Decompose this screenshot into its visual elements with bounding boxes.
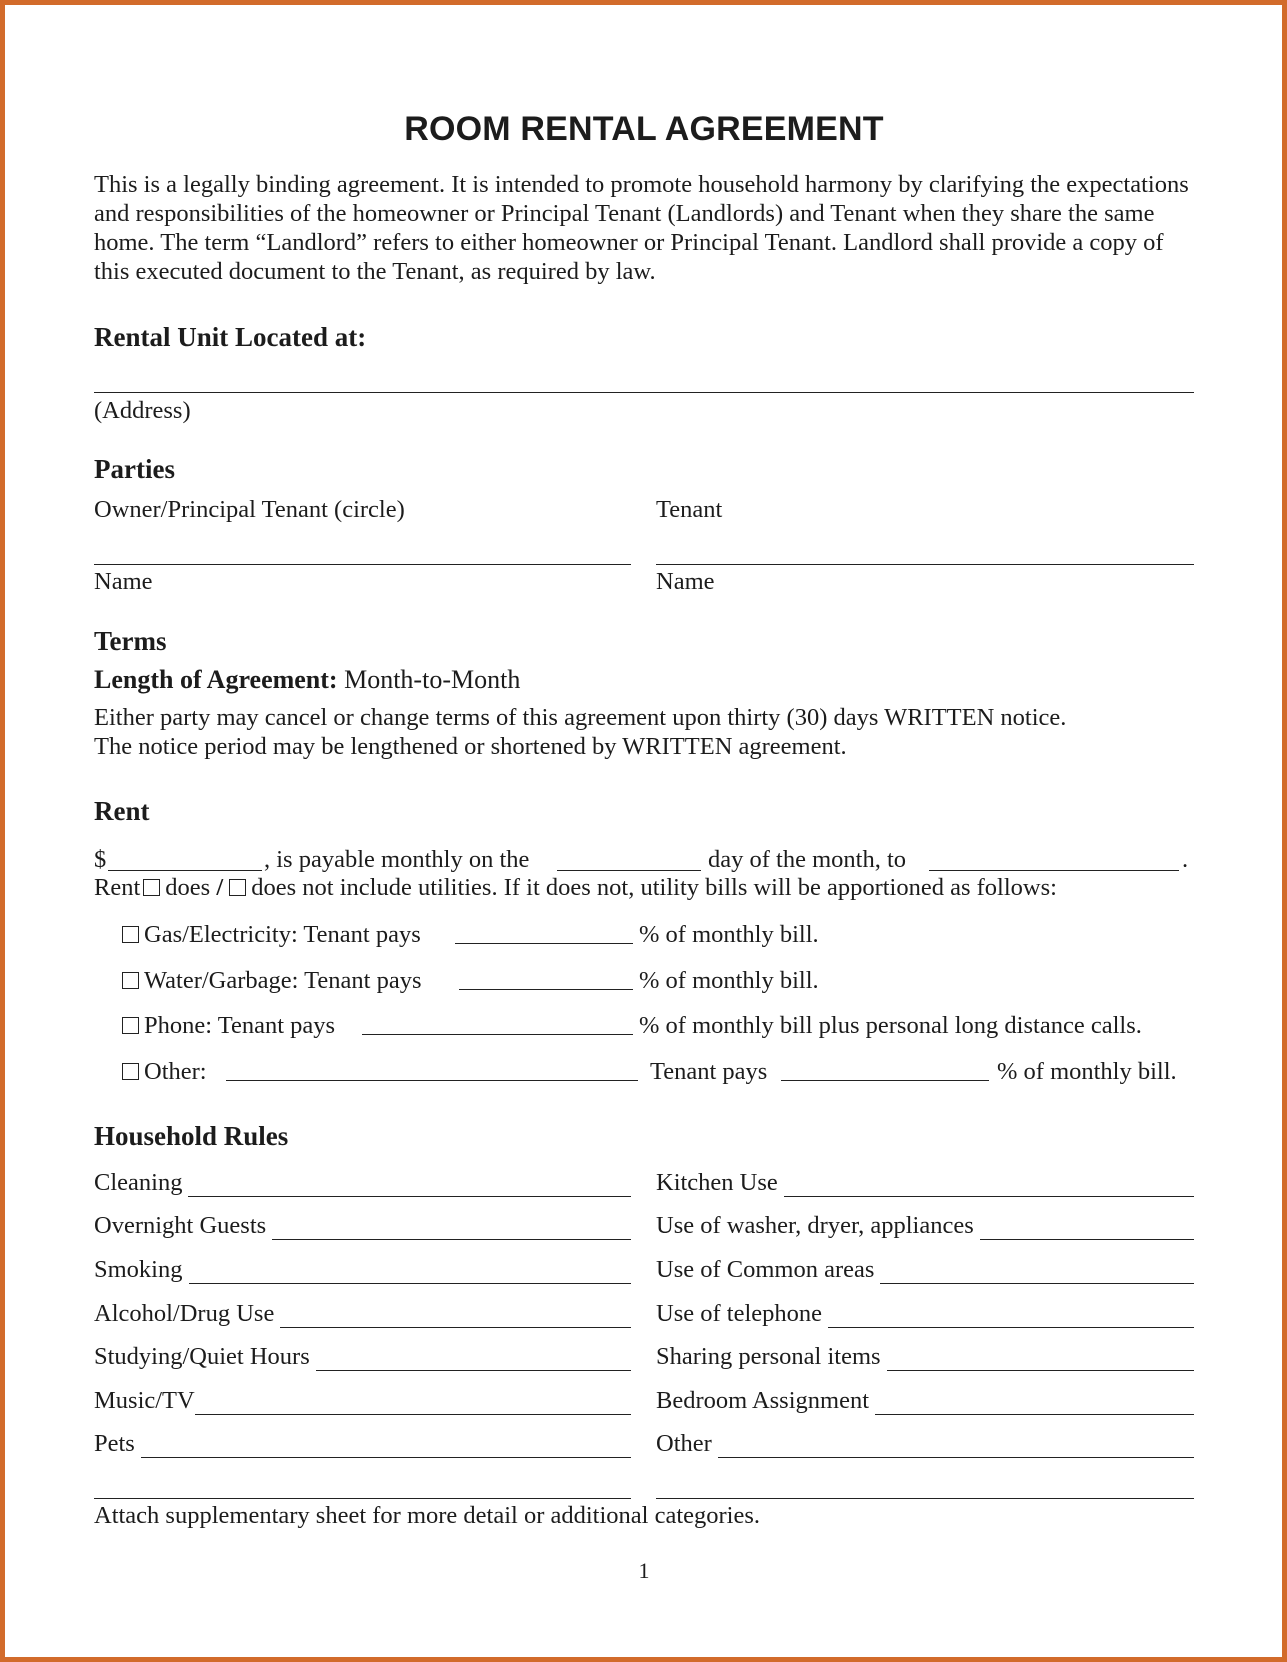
rule-line[interactable] bbox=[656, 1457, 1194, 1458]
rule-line[interactable] bbox=[94, 1457, 631, 1458]
rule-label: Use of Common areas bbox=[656, 1256, 880, 1284]
dollar-sign: $ bbox=[94, 846, 107, 873]
rule-label: Music/TV bbox=[94, 1387, 195, 1414]
phone-suffix: % of monthly bill plus personal long distance calls. bbox=[639, 1012, 1142, 1039]
rule-label: Use of washer, dryer, appliances bbox=[656, 1212, 980, 1240]
other-suffix: % of monthly bill. bbox=[997, 1058, 1177, 1085]
extra-rule-line-right[interactable] bbox=[656, 1498, 1194, 1499]
rental-unit-heading: Rental Unit Located at: bbox=[94, 322, 367, 352]
rule-common-areas[interactable] bbox=[656, 1256, 1194, 1290]
phone-checkbox[interactable] bbox=[122, 1017, 139, 1034]
rule-label: Smoking bbox=[94, 1256, 189, 1284]
gas-percent-line[interactable] bbox=[455, 943, 633, 944]
rent-includes-checkbox[interactable] bbox=[143, 879, 160, 896]
utility-gas bbox=[122, 921, 421, 949]
owner-name-caption: Name bbox=[94, 568, 153, 595]
slash: / bbox=[216, 874, 224, 901]
rent-period: . bbox=[1182, 846, 1189, 873]
rule-overnight-guests[interactable] bbox=[94, 1212, 631, 1246]
notice-line-2: The notice period may be lengthened or shortened by WRITTEN agreement. bbox=[94, 733, 847, 760]
utility-label: Water/Garbage: Tenant pays bbox=[144, 967, 422, 994]
utilities-include-line bbox=[94, 874, 1057, 902]
rule-label: Overnight Guests bbox=[94, 1212, 272, 1240]
rule-bedroom[interactable] bbox=[656, 1387, 1194, 1421]
parties-heading: Parties bbox=[94, 454, 175, 484]
water-checkbox[interactable] bbox=[122, 972, 139, 989]
notice-line-1: Either party may cancel or change terms of this agreement upon thirty (30) days WRITTEN notice. bbox=[94, 704, 1067, 731]
rule-label: Other bbox=[656, 1430, 718, 1458]
utility-phone bbox=[122, 1012, 335, 1040]
water-suffix: % of monthly bill. bbox=[639, 967, 819, 994]
owner-name-line[interactable] bbox=[94, 564, 631, 565]
other-utility-name-line[interactable] bbox=[226, 1080, 638, 1081]
tenant-label: Tenant bbox=[656, 496, 723, 523]
rule-label: Use of telephone bbox=[656, 1300, 828, 1328]
length-of-agreement bbox=[94, 665, 520, 695]
does-not-text: does not include utilities. If it does not, utility bills will be apportioned as follows: bbox=[251, 874, 1057, 901]
utility-label: Gas/Electricity: Tenant pays bbox=[144, 921, 421, 948]
rent-excludes-checkbox[interactable] bbox=[229, 879, 246, 896]
other-tenant-pays: Tenant pays bbox=[650, 1058, 768, 1085]
rule-music-tv[interactable] bbox=[94, 1387, 631, 1421]
utility-water bbox=[122, 967, 422, 995]
rule-cleaning[interactable] bbox=[94, 1169, 631, 1203]
tenant-name-line[interactable] bbox=[656, 564, 1194, 565]
document-title: ROOM RENTAL AGREEMENT bbox=[404, 110, 884, 148]
other-percent-line[interactable] bbox=[781, 1080, 989, 1081]
intro-paragraph: This is a legally binding agreement. It is intended to promote household harmony by clarifying the expectations and responsibilities of the homeowner or Principal Tenant (Landlords) and Tenant when they share the same home. The term “Landlord” refers to either homeowner or Principal Tenant. Landlord shall provide a copy of this executed document to the Tenant, as required by law. bbox=[94, 171, 1189, 285]
supplementary-note: Attach supplementary sheet for more detail or additional categories. bbox=[94, 1502, 761, 1529]
gas-checkbox[interactable] bbox=[122, 926, 139, 943]
rule-label: Pets bbox=[94, 1430, 141, 1458]
water-percent-line[interactable] bbox=[459, 989, 633, 990]
other-utility-checkbox[interactable] bbox=[122, 1063, 139, 1080]
rent-amount-line[interactable] bbox=[108, 870, 262, 871]
does-word: does bbox=[165, 874, 211, 901]
rule-appliances[interactable] bbox=[656, 1212, 1194, 1246]
gas-suffix: % of monthly bill. bbox=[639, 921, 819, 948]
rule-kitchen-use[interactable] bbox=[656, 1169, 1194, 1203]
utility-label: Phone: Tenant pays bbox=[144, 1012, 336, 1039]
rent-payee-line[interactable] bbox=[929, 870, 1179, 871]
rule-label: Studying/Quiet Hours bbox=[94, 1343, 316, 1371]
extra-rule-line-left[interactable] bbox=[94, 1498, 631, 1499]
rent-word: Rent bbox=[94, 874, 141, 901]
rent-heading: Rent bbox=[94, 796, 150, 826]
length-label: Length of Agreement: bbox=[94, 665, 338, 694]
rule-alcohol-drug[interactable] bbox=[94, 1300, 631, 1334]
owner-label: Owner/Principal Tenant (circle) bbox=[94, 496, 405, 523]
phone-percent-line[interactable] bbox=[362, 1034, 633, 1035]
rule-personal-items[interactable] bbox=[656, 1343, 1194, 1377]
rule-pets[interactable] bbox=[94, 1430, 631, 1464]
tenant-name-caption: Name bbox=[656, 568, 715, 595]
rule-label: Cleaning bbox=[94, 1169, 188, 1197]
day-of-month-text: day of the month, to bbox=[708, 846, 907, 873]
utility-other bbox=[122, 1058, 207, 1086]
rule-telephone[interactable] bbox=[656, 1300, 1194, 1334]
address-line[interactable] bbox=[94, 392, 1194, 393]
rule-other[interactable] bbox=[656, 1430, 1194, 1464]
address-caption: (Address) bbox=[94, 397, 191, 424]
rule-smoking[interactable] bbox=[94, 1256, 631, 1290]
payable-text: , is payable monthly on the bbox=[264, 846, 530, 873]
rent-day-line[interactable] bbox=[557, 870, 701, 871]
other-label: Other: bbox=[144, 1058, 207, 1085]
household-rules-heading: Household Rules bbox=[94, 1121, 289, 1151]
rule-label: Sharing personal items bbox=[656, 1343, 887, 1371]
rule-quiet-hours[interactable] bbox=[94, 1343, 631, 1377]
rule-label: Kitchen Use bbox=[656, 1169, 784, 1197]
length-value: Month-to-Month bbox=[344, 665, 521, 694]
page-number: 1 bbox=[638, 1558, 650, 1583]
terms-heading: Terms bbox=[94, 626, 167, 656]
rule-label: Bedroom Assignment bbox=[656, 1387, 875, 1415]
rule-label: Alcohol/Drug Use bbox=[94, 1300, 280, 1328]
